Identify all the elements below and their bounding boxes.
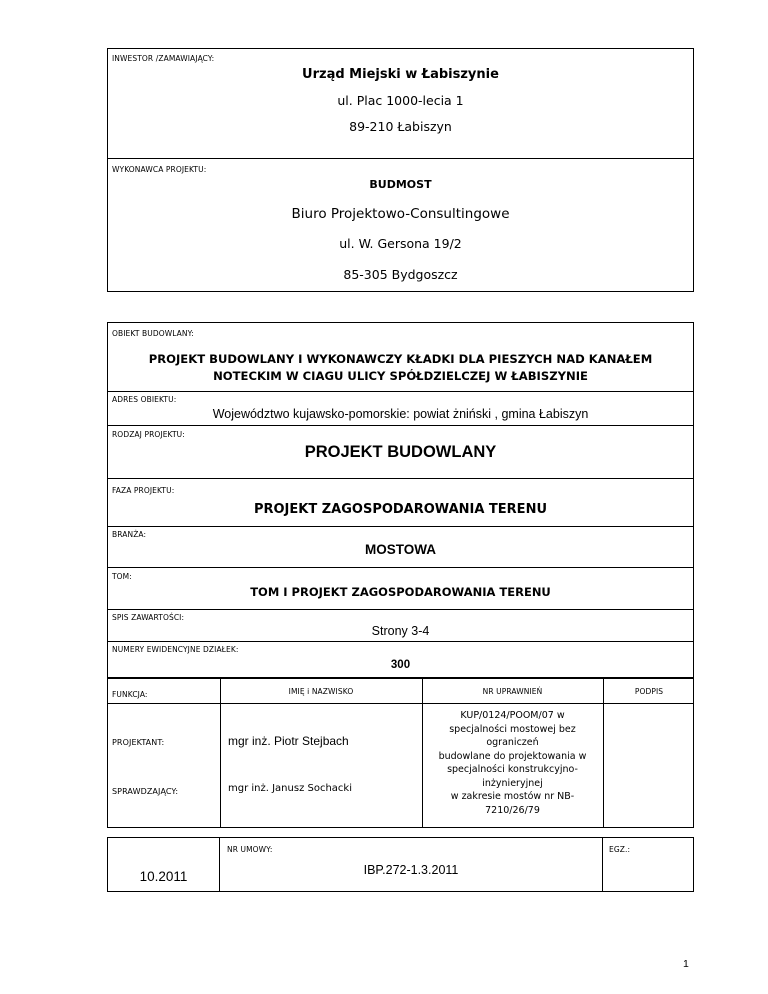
header-name: IMIĘ i NAZWISKO: [288, 687, 354, 696]
volume-label: TOM:: [112, 572, 132, 581]
checker-role: SPRAWDZAJĄCY:: [112, 787, 179, 796]
investor-street: ul. Plac 1000-lecia 1: [337, 93, 464, 108]
contract-box: [219, 837, 694, 892]
copy-label: EGZ.:: [609, 845, 631, 854]
designer-role: PROJEKTANT:: [112, 738, 165, 747]
contractor-box: [107, 158, 694, 292]
parcels-label: NUMERY EWIDENCYJNE DZIAŁEK:: [112, 645, 239, 654]
header-function: FUNKCJA:: [112, 690, 148, 699]
designer-name: mgr inż. Piotr Stejbach: [228, 734, 349, 748]
object-title-line1: PROJEKT BUDOWLANY I WYKONAWCZY KŁADKI DLA PIESZYCH NAD KANAŁEM: [148, 352, 653, 366]
signatures-table: [107, 678, 694, 828]
investor-box: [107, 48, 694, 159]
contents-value: Strony 3-4: [371, 624, 430, 638]
contents-label: SPIS ZAWARTOŚCI:: [112, 613, 185, 622]
contract-label: NR UMOWY:: [227, 845, 273, 854]
object-title-line2: NOTECKIM W CIAGU ULICY SPÓŁDZIELCZEJ W ŁABISZYNIE: [213, 369, 588, 383]
project-details-box: [107, 322, 694, 678]
investor-label: INWESTOR /ZAMAWIAJĄCY:: [112, 54, 215, 63]
phase-value: PROJEKT ZAGOSPODAROWANIA TERENU: [253, 502, 548, 517]
contractor-city: 85-305 Bydgoszcz: [343, 267, 458, 282]
branch-label: BRANŻA:: [112, 530, 147, 539]
branch-value: MOSTOWA: [364, 542, 436, 557]
contractor-label: WYKONAWCA PROJEKTU:: [112, 165, 207, 174]
volume-value: TOM I PROJEKT ZAGOSPODAROWANIA TERENU: [250, 585, 551, 599]
header-signature: PODPIS: [634, 687, 664, 696]
project-type-label: RODZAJ PROJEKTU:: [112, 430, 185, 439]
address-label: ADRES OBIEKTU:: [112, 395, 177, 404]
parcels-value: 300: [390, 659, 411, 671]
header-license: NR UPRAWNIEŃ: [482, 687, 543, 696]
contractor-desc: Biuro Projektowo-Consultingowe: [291, 206, 510, 222]
investor-name: Urząd Miejski w Łabiszynie: [302, 67, 499, 82]
license-text: KUP/0124/POOM/07 w specjalności mostowej bez ograniczeń budowlane do projektowania w specjalności konstrukcyjno- inżynieryjnej w zakresie mostów nr NB- 7210/26/79: [438, 710, 587, 816]
contract-value: IBP.272-1.3.2011: [363, 863, 459, 877]
contractor-street: ul. W. Gersona 19/2: [339, 236, 462, 251]
date-box: [107, 837, 220, 892]
contractor-name: BUDMOST: [369, 178, 432, 191]
investor-city: 89-210 Łabiszyn: [349, 119, 452, 134]
page-number: 1: [683, 958, 689, 970]
checker-name: mgr inż. Janusz Sochacki: [228, 783, 352, 794]
project-type-value: PROJEKT BUDOWLANY: [304, 443, 497, 461]
date-value: 10.2011: [139, 869, 188, 884]
object-label: OBIEKT BUDOWLANY:: [112, 329, 194, 338]
address-value: Województwo kujawsko-pomorskie: powiat żniński , gmina Łabiszyn: [212, 407, 589, 421]
phase-label: FAZA PROJEKTU:: [112, 486, 175, 495]
